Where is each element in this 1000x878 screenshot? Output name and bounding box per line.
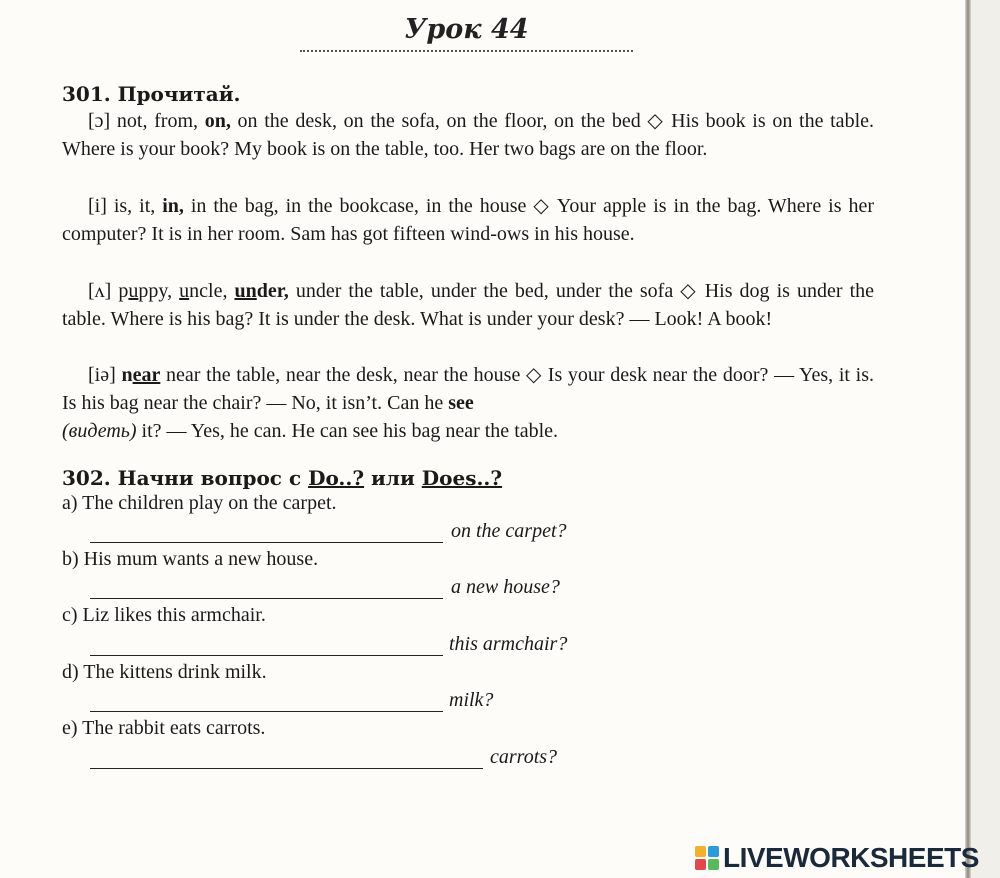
answer-tail-b: a new house? <box>451 576 560 598</box>
logo-square-icon <box>695 859 706 870</box>
exercise-301-heading: 301. Прочитай. <box>62 82 241 106</box>
answer-blank-a[interactable] <box>90 542 443 543</box>
answer-tail-a: on the carpet? <box>451 520 567 542</box>
phonetic-symbol: [ʌ] <box>88 280 112 302</box>
answer-tail-d: milk? <box>449 689 494 711</box>
title-divider <box>300 50 633 52</box>
logo-mark-icon <box>695 846 719 870</box>
phonetic-symbol: [ɔ] <box>88 110 111 132</box>
question-a-sentence: a) The children play on the carpet. <box>62 492 337 514</box>
exercise-302-heading: 302. Начни вопрос с Do..? или Does..? <box>62 466 503 490</box>
phonetic-symbol: [i] <box>88 195 107 217</box>
answer-blank-e[interactable] <box>90 768 483 769</box>
answer-blank-d[interactable] <box>90 711 443 712</box>
question-d-sentence: d) The kittens drink milk. <box>62 661 267 683</box>
answer-tail-e: carrots? <box>490 746 558 768</box>
exercise-301-paragraph-1: [ɔ] not, from, on, on the desk, on the sofa, on the floor, on the bed ◇ His book is on the table. Where is your book? My book is on the table, too. Her two bags are on the floor. <box>62 110 874 161</box>
lesson-title: Урок 44 <box>404 14 529 45</box>
liveworksheets-logo <box>695 842 979 874</box>
answer-blank-c[interactable] <box>90 655 443 656</box>
exercise-301-paragraph-2: [i] is, it, in, in the bag, in the bookcase, in the house ◇ Your apple is in the bag. Where is her computer? It is in her room. Sam has got fifteen wind-ows in his house. <box>62 195 874 246</box>
logo-square-icon <box>695 846 706 857</box>
logo-square-icon <box>708 846 719 857</box>
question-c-sentence: c) Liz likes this armchair. <box>62 604 266 626</box>
next-page-strip <box>971 0 1000 878</box>
logo-square-icon <box>708 859 719 870</box>
logo-text: LIVEWORKSHEETS <box>723 842 979 873</box>
question-b-sentence: b) His mum wants a new house. <box>62 548 319 570</box>
phonetic-symbol: [iə] <box>88 364 116 386</box>
exercise-301-paragraph-3: [ʌ] puppy, uncle, under, under the table, under the bed, under the sofa ◇ His dog is under the table. Where is his bag? It is under the desk. What is under your desk? — Look! A book! <box>62 280 875 331</box>
question-e-sentence: e) The rabbit eats carrots. <box>62 717 266 739</box>
answer-tail-c: this armchair? <box>449 633 568 655</box>
answer-blank-b[interactable] <box>90 598 443 599</box>
exercise-301-paragraph-4: [iə] near near the table, near the desk, near the house ◇ Is your desk near the door? — Yes, it is. Is his bag near the chair? — No, it isn’t. Can he see (видеть) it? — Yes, he can. He can see his bag near the table. <box>62 364 875 443</box>
